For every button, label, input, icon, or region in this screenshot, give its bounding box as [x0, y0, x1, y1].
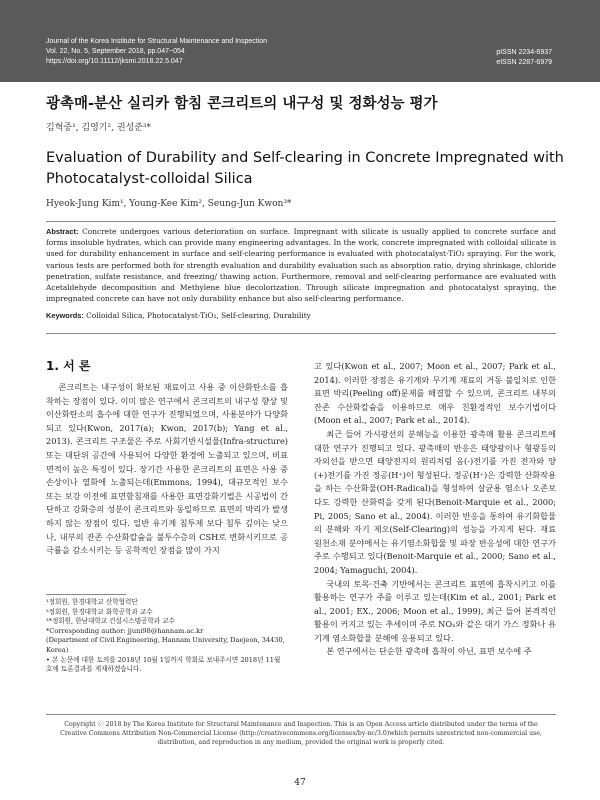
- keywords: [46, 311, 556, 320]
- authors-korean: 김혁중¹, 김영기², 권성준³*: [46, 123, 152, 133]
- authors-english: Hyeok-Jung Kim¹, Young-Kee Kim², Seung-Jun Kwon³*: [46, 199, 292, 209]
- keywords-text: Colloidal Silica, Photocatalyst-TiO₂, Self-clearing, Durability: [86, 311, 311, 320]
- left-column: [46, 381, 288, 558]
- footnote-1: ¹정회원, 한경대학교 산학협력단: [46, 598, 138, 606]
- copyright-notice: Copyright ⓒ 2018 by The Korea Institute for Structural Maintenance and Inspection. This is an Open Access article distributed under the terms of the Creative Commons Attribution Non-Commercial License (http://creativecommons.org/licenses/by-nc/3.0)which permits unrestricted non-commercial use, distribution, and reproduction in any medium, provided the original work is properly cited.: [60, 721, 542, 746]
- right-paragraph-3: 국내의 토목·건축 기반에서는 콘크리트 표면에 흡착시키고 이를 활용하는 연구가 주를 이루고 있는데(Kim et al., 2001; Park et al., 2001; EX., 2006; Moon et al., 1999), 최근 들어 본격적인 활용이 커지고 있는 추세이며 주로 NOₓ와 같은 대기 가스 정화나 유기계 염소화합물 분해에 응용되고 있다.: [314, 578, 556, 643]
- title-korean: 광촉매-분산 실리카 함침 콘크리트의 내구성 및 정화성능 평가: [46, 96, 438, 112]
- journal-header: [0, 0, 600, 82]
- page-number: 47: [294, 778, 306, 788]
- abstract-bottom-rule: [46, 333, 556, 334]
- footnote-3: ³*정회원, 한남대학교 건설시스템공학과 교수: [46, 617, 175, 626]
- copyright-rule: [46, 714, 556, 715]
- left-paragraph-1: 콘크리트는 내구성이 확보된 재료이고 사용 중 이산화탄소를 흡착하는 장점이 있다. 이미 많은 연구에서 콘크리트의 내구성 향상 및 이산화탄소의 흡수에 대한 연구가 진행되었으며, 사용분야가 다양화되고 있다(Kwon, 2017(a); Kwon, 2017(b); Yang et al., 2013). 콘크리트 구조물은 주로 사회기반시설물(Infra-structure) 또는 대단위 공간에 사용되어 다양한 환경에 노출되고 있으며, 비표면적이 높은 특징이 있다. 장기간 사용한 콘크리트의 표면은 사용 중 손상이나 열화에 노출되는데(Emmons, 1994), 대규모적인 보수 또는 보강 이전에 표면함침재를 사용한 표면강화기법은 시공법이 간단하고 강화층의 성분이 콘크리트와 동일하므로 표면의 박리가 발생하지 않는 장점이 있다. 일반 유기계 침투제 보다 침투 깊이는 낮으나, 내부의 잔존 수산화칼슘을 불투수층의 CSH로 변화시키므로 공극률을 감소시키는 등 공학적인 장점을 많이 가지: [46, 382, 288, 556]
- author-affiliation: (Department of Civil Engineering, Hannam University, Daejeon, 34430, Korea): [46, 636, 285, 654]
- abstract: [46, 226, 556, 304]
- footnotes: [46, 598, 286, 675]
- corresponding-author: *Corresponding author: jjuni98@hannam.ac.kr: [46, 626, 204, 635]
- abstract-text: Concrete undergoes various deterioration on surface. Impregnant with silicate is usually applied to concrete surface and forms insoluble hydrates, which can provide many engineering advantages. In the work, concrete impregnated with colloidal silicate is used for durability enhancement in surface and self-clearing performance is evaluated with photocatalyst-TiO₂ spraying. For the work, various tests are performed both for strength evaluation and durability evaluation such as absorption ratio, drying shrinkage, chloride penetration, sulfate resistance, and freezing/ thawing action. Furthermore, removal and self-clearing performance are evaluated with Acetaldehyde decomposition and Methylene blue decolorization. Through silicate impregnation and photocatalyst spraying, the impregnated concrete can have not only durability enhance but also self-clearing performance.: [46, 227, 556, 304]
- doi-link[interactable]: https://doi.org/10.11112/jksmi.2018.22.5.047: [46, 58, 183, 65]
- header-right: [496, 48, 552, 68]
- footnote-2: ²정회원, 한경대학교 화학공학과 교수: [46, 607, 153, 616]
- abstract-top-rule: [46, 221, 556, 222]
- pissn: pISSN 2234-6937: [496, 49, 552, 56]
- section-title: 1. 서 론: [46, 359, 91, 373]
- right-column: [314, 360, 556, 659]
- eissn: eISSN 2287-6979: [496, 59, 552, 66]
- right-paragraph-1: 고 있다(Kwon et al., 2007; Moon et al., 2007; Park et al., 2014). 이러한 장점은 유기계와 무기계 재료의 거동 불일치로 인한 표면 박리(Peeling off)문제를 해결할 수 있으며, 콘크리트 내부의 잔존 수산화칼슘을 이용하므로 매우 친환경적인 보수기법이다(Moon et al., 2007; Park et al., 2014).: [314, 361, 556, 426]
- title-english-line-2: Photocatalyst-colloidal Silica: [46, 171, 253, 187]
- footnote-rule: [46, 594, 126, 595]
- header-left: [46, 37, 267, 67]
- abstract-label: Abstract:: [46, 227, 79, 236]
- volume-info: Vol. 22, No. 5, September 2018, pp.047~054: [46, 48, 185, 55]
- journal-name: Journal of the Korea Institute for Structural Maintenance and Inspection: [46, 38, 268, 45]
- right-paragraph-2: 최근 들어 가시광선의 분해능을 이용한 광촉매 활용 콘크리트에 대한 연구가 진행되고 있다. 광촉매의 반응은 태양광이나 형광등의 자외선을 받으면 태양전지의 원리처럼 음(-)전기를 가진 전자와 양(+)전기를 가진 정공(H⁺)이 형성된다. 정공(H⁺)은 강력한 산화작용을 하는 수산화물(OH-Radical)을 형성하여 살균용 염소나 오존보다도 강력한 산화력을 갖게 된다(Benoit-Marquie et al., 2000; Pi, 2005; Sano et al., 2004). 이러한 반응을 통하여 유기화합물의 분해와 자기 제오(Self-Clearing)의 성능을 가지게 된다. 재료 원천소재 분야에서는 유기염소화합물 및 파장 반응성에 대한 연구가 주로 수행되고 있다(Benoit-Marquie et al., 2000; Sano et al., 2004; Yamaguchi, 2004).: [314, 428, 556, 575]
- discussion-note: • 본 논문에 대한 토의를 2018년 10월 1일까지 학회로 보내주시면 2018년 11월호에 토론결과를 게재하겠습니다.: [46, 655, 281, 674]
- keywords-label: Keywords:: [46, 311, 84, 320]
- right-paragraph-4: 본 연구에서는 단순한 광촉매 흡착이 아닌, 표면 보수에 주: [326, 646, 532, 657]
- title-english: [46, 148, 566, 190]
- title-english-line-1: Evaluation of Durability and Self-clearing in Concrete Impregnated with: [46, 150, 564, 166]
